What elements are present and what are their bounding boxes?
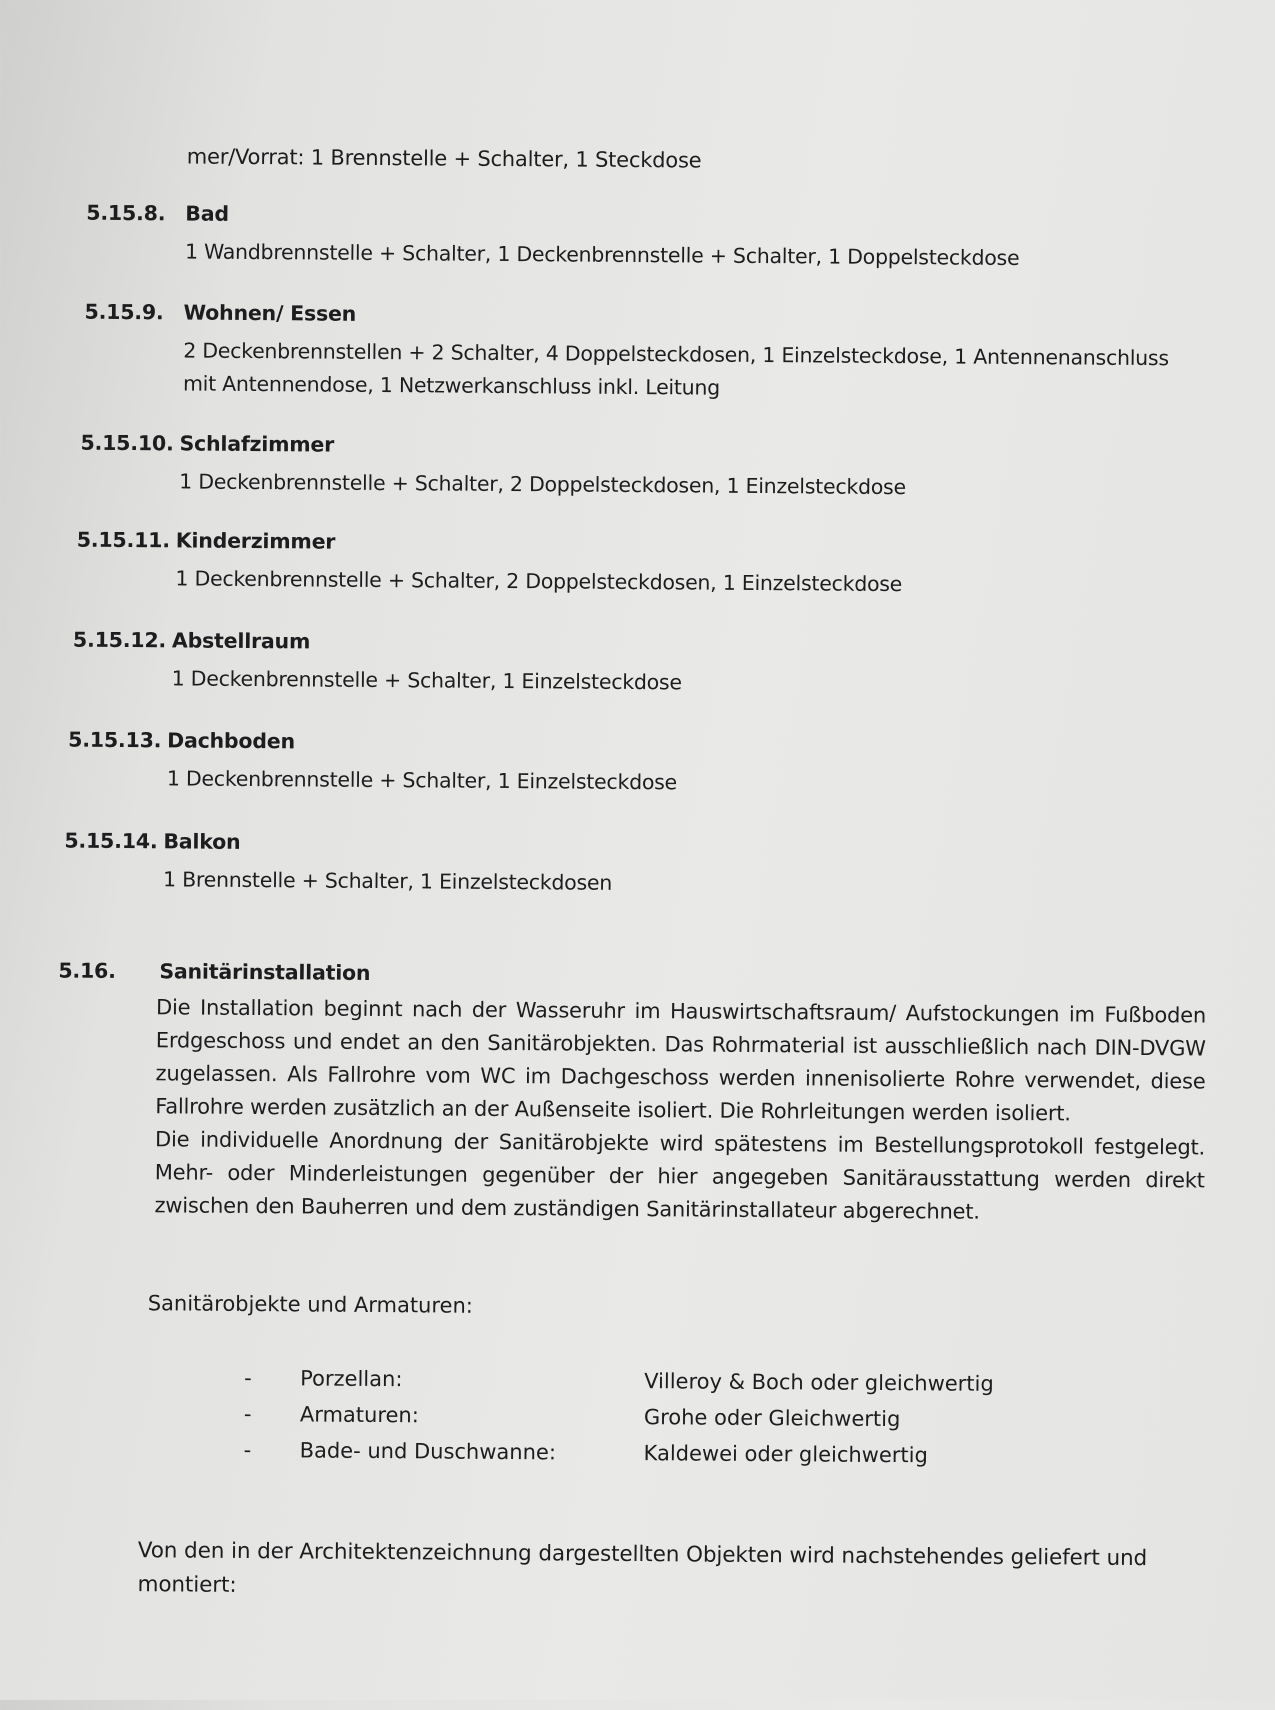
section-number: 5.15.8. (86, 200, 166, 226)
section-5-15-12 (72, 627, 1193, 695)
section-title: Schlafzimmer (179, 431, 335, 457)
section-number: 5.15.13. (68, 727, 162, 753)
objects-list (243, 1366, 1144, 1481)
item-label: Armaturen: (299, 1402, 419, 1428)
section-body (183, 334, 1169, 408)
dash-bullet: - (243, 1401, 252, 1427)
paragraph: Die Installation beginnt nach der Wasseruhr im Hauswirtschaftsraum/ Aufstockungen im Fußboden Erdgeschoss und endet an den Sanitärobjekten. Das Rohrmaterial ist ausschließlich nach DIN-DVGW zugelassen. Als Fallrohre vom WC im Dachgeschoss werden innenisolierte Rohre verwendet, diese Fallrohre werden zusätzlich an der Außenseite isoliert. Die Rohrleitungen werden isoliert. (155, 995, 1207, 1126)
section-number: 5.15.14. (64, 828, 158, 854)
section-number: 5.15.9. (84, 299, 164, 325)
item-value: Villeroy & Boch oder gleichwertig (644, 1369, 994, 1396)
section-5-15-8 (86, 200, 1206, 271)
item-label: Bade- und Duschwanne: (299, 1438, 557, 1465)
item-label: Porzellan: (300, 1366, 403, 1392)
section-line: 1 Deckenbrennstelle + Schalter, 1 Einzelsteckdose (171, 666, 682, 695)
section-5-15-13 (68, 727, 1188, 795)
closing-paragraph: Von den in der Architektenzeichnung dargestellten Objekten wird nachstehendes geliefert und montiert: (137, 1538, 1148, 1598)
section-number: 5.16. (58, 958, 116, 983)
objects-heading: Sanitärobjekte und Armaturen: (147, 1291, 474, 1318)
item-value: Kaldewei oder gleichwertig (643, 1441, 928, 1468)
section-body (185, 235, 1020, 275)
section-title: Kinderzimmer (175, 528, 336, 554)
section-number: 5.15.11. (76, 527, 170, 553)
dash-bullet: - (244, 1365, 252, 1391)
list-item (243, 1438, 1143, 1481)
section-title: Abstellraum (171, 628, 311, 654)
continuation-line: mer/Vorrat: 1 Brennstelle + Schalter, 1 Steckdose (186, 144, 702, 173)
section-body (167, 762, 677, 799)
section-body (172, 662, 682, 699)
sanitary-description (154, 991, 1206, 1230)
section-5-15-10 (80, 430, 1201, 500)
section-title: Sanitärinstallation (159, 959, 371, 985)
section-5-15-14 (64, 828, 1184, 895)
item-value: Grohe oder Gleichwertig (643, 1405, 901, 1432)
section-title: Wohnen/ Essen (183, 300, 357, 326)
section-line: 1 Deckenbrennstelle + Schalter, 2 Doppelsteckdosen, 1 Einzelsteckdose (175, 566, 903, 597)
section-title: Balkon (163, 829, 241, 854)
section-5-15-11 (76, 527, 1197, 597)
paragraph: Die individuelle Anordnung der Sanitärobjekte wird spätestens im Bestellungsprotokoll festgelegt. Mehr- oder Minderleistungen gegenüber der hier angegeben Sanitärausstattung werden direkt zwischen den Bauherren und dem zuständigen Sanitärinstallateur abgerechnet. (154, 1127, 1206, 1224)
section-body (163, 863, 612, 900)
section-body (175, 562, 902, 601)
section-line: 2 Deckenbrennstellen + 2 Schalter, 4 Doppelsteckdosen, 1 Einzelsteckdose, 1 Antennenanschluss (183, 338, 1169, 371)
section-title: Bad (185, 201, 229, 226)
section-line: 1 Wandbrennstelle + Schalter, 1 Deckenbrennstelle + Schalter, 1 Doppelsteckdose (184, 239, 1020, 271)
dash-bullet: - (243, 1437, 252, 1463)
section-5-15-9 (84, 299, 1205, 400)
section-body (179, 465, 906, 504)
section-number: 5.15.12. (72, 627, 167, 653)
section-line: 1 Deckenbrennstelle + Schalter, 1 Einzelsteckdose (166, 766, 678, 795)
section-line: 1 Brennstelle + Schalter, 1 Einzelsteckdosen (163, 867, 613, 895)
section-line: mit Antennendose, 1 Netzwerkanschluss inkl. Leitung (182, 371, 721, 400)
section-title: Dachboden (167, 728, 296, 754)
section-number: 5.15.10. (80, 430, 174, 456)
section-line: 1 Deckenbrennstelle + Schalter, 2 Doppelsteckdosen, 1 Einzelsteckdose (179, 469, 906, 500)
